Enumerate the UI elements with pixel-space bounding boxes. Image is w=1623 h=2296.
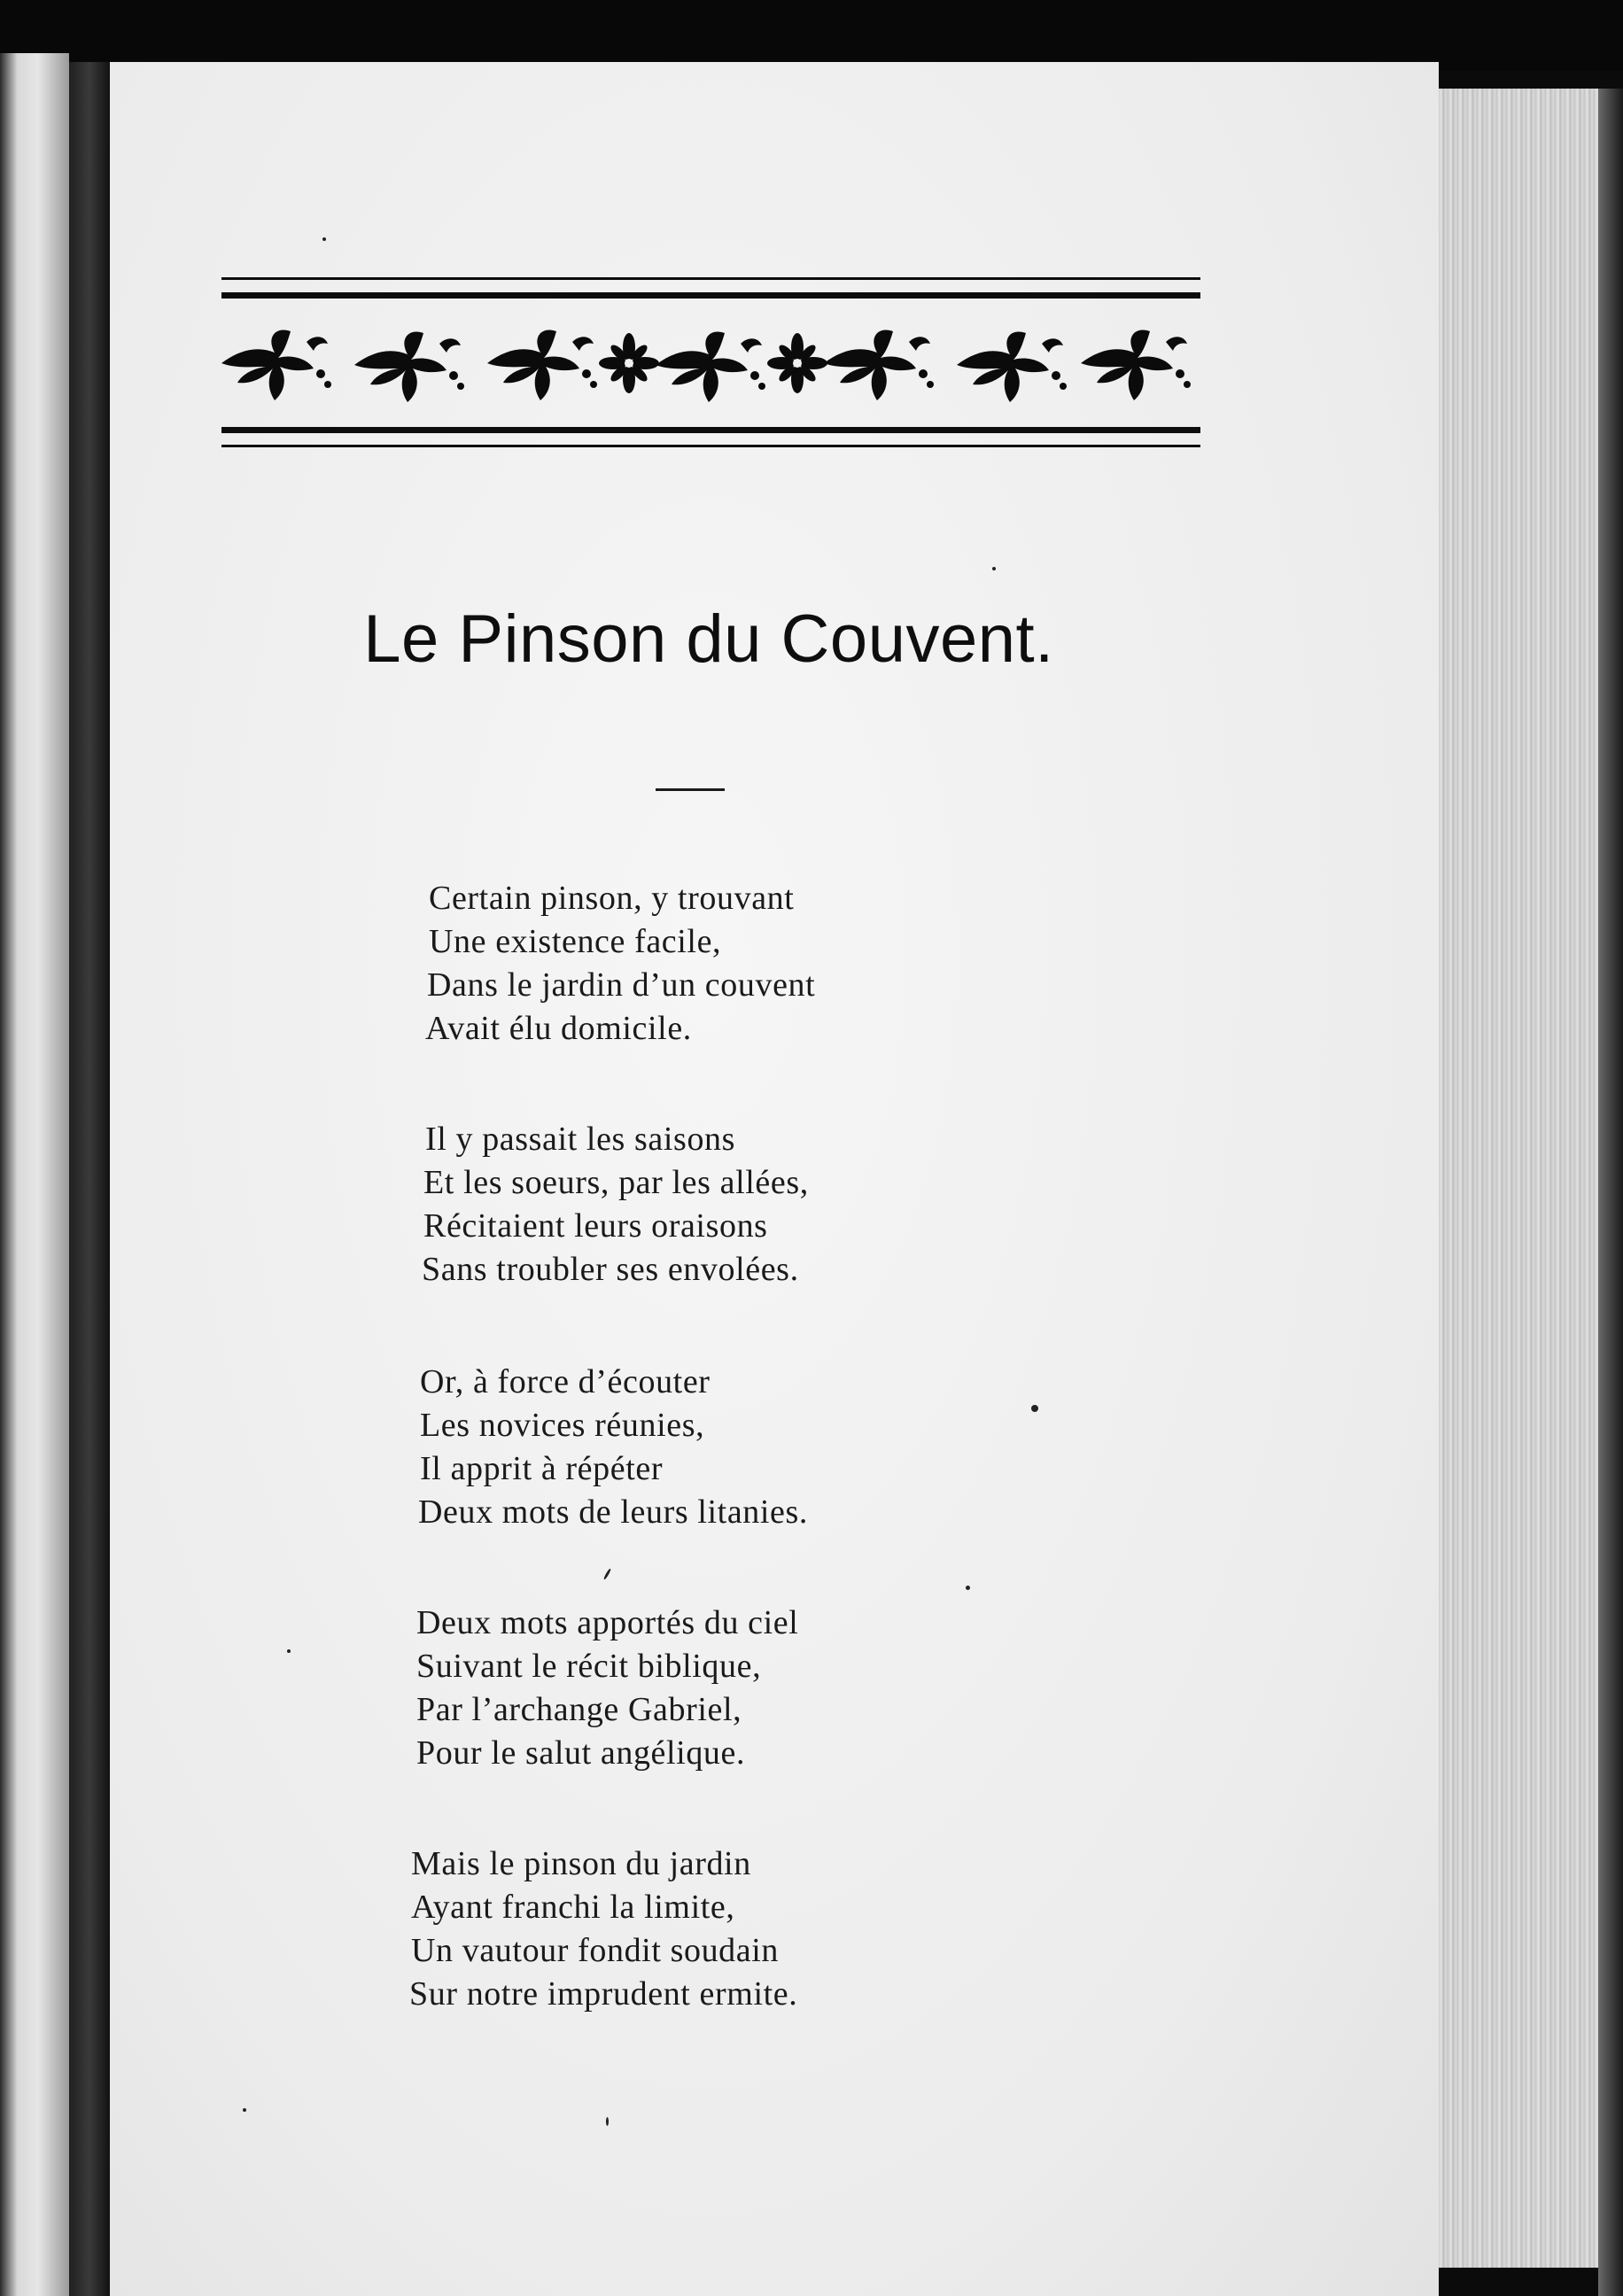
stanza-3 <box>409 1361 1207 1534</box>
poem-line: Mais le pinson du jardin <box>411 1845 751 1882</box>
floral-ornament <box>221 310 1200 425</box>
scanner-background <box>0 0 1623 71</box>
page-stack-edges <box>1439 89 1598 2268</box>
poem-title: Le Pinson du Couvent. <box>363 601 1054 677</box>
poem-line: Il apprit à répéter <box>420 1450 664 1487</box>
stanza-2 <box>409 1118 1207 1292</box>
poem-line: Une existence facile, <box>429 923 722 960</box>
top-thick-rule <box>221 292 1200 299</box>
poem-line: Il y passait les saisons <box>425 1121 736 1158</box>
poem-line: Les novices réunies, <box>420 1407 705 1444</box>
bottom-thick-rule <box>221 427 1200 433</box>
title-divider <box>656 788 725 791</box>
poem-line: Certain pinson, y trouvant <box>429 880 795 917</box>
poem-line: Deux mots apportés du ciel <box>416 1604 799 1641</box>
poem-line: Or, à force d’écouter <box>420 1363 711 1400</box>
poem-line: Sur notre imprudent ermite. <box>409 1975 798 2013</box>
poem-line: Récitaient leurs oraisons <box>423 1207 768 1245</box>
poem-line: Dans le jardin d’un couvent <box>427 966 816 1004</box>
poem-line: Suivant le récit biblique, <box>416 1648 762 1685</box>
book-edge-shadow <box>1598 89 1623 2296</box>
stanza-4 <box>409 1602 1207 1775</box>
poem-line: Un vautour fondit soudain <box>411 1932 780 1969</box>
ornamental-header-band <box>221 270 1200 469</box>
poem-line: Sans troubler ses envolées. <box>422 1251 799 1288</box>
facing-page-edge <box>0 53 69 2296</box>
book-gutter <box>69 62 110 2296</box>
poem-line: Par l’archange Gabriel, <box>416 1691 742 1728</box>
poem-line: Ayant franchi la limite, <box>411 1889 735 1926</box>
bottom-thin-rule <box>221 445 1200 447</box>
poem-line: Et les soeurs, par les allées, <box>423 1164 809 1201</box>
stanza-1 <box>409 877 1207 1051</box>
poem-line: Pour le salut angélique. <box>416 1734 746 1772</box>
top-thin-rule <box>221 277 1200 280</box>
poem-line: Avait élu domicile. <box>425 1010 692 1047</box>
stanza-5 <box>409 1842 1207 2016</box>
poem-line: Deux mots de leurs litanies. <box>418 1493 808 1531</box>
